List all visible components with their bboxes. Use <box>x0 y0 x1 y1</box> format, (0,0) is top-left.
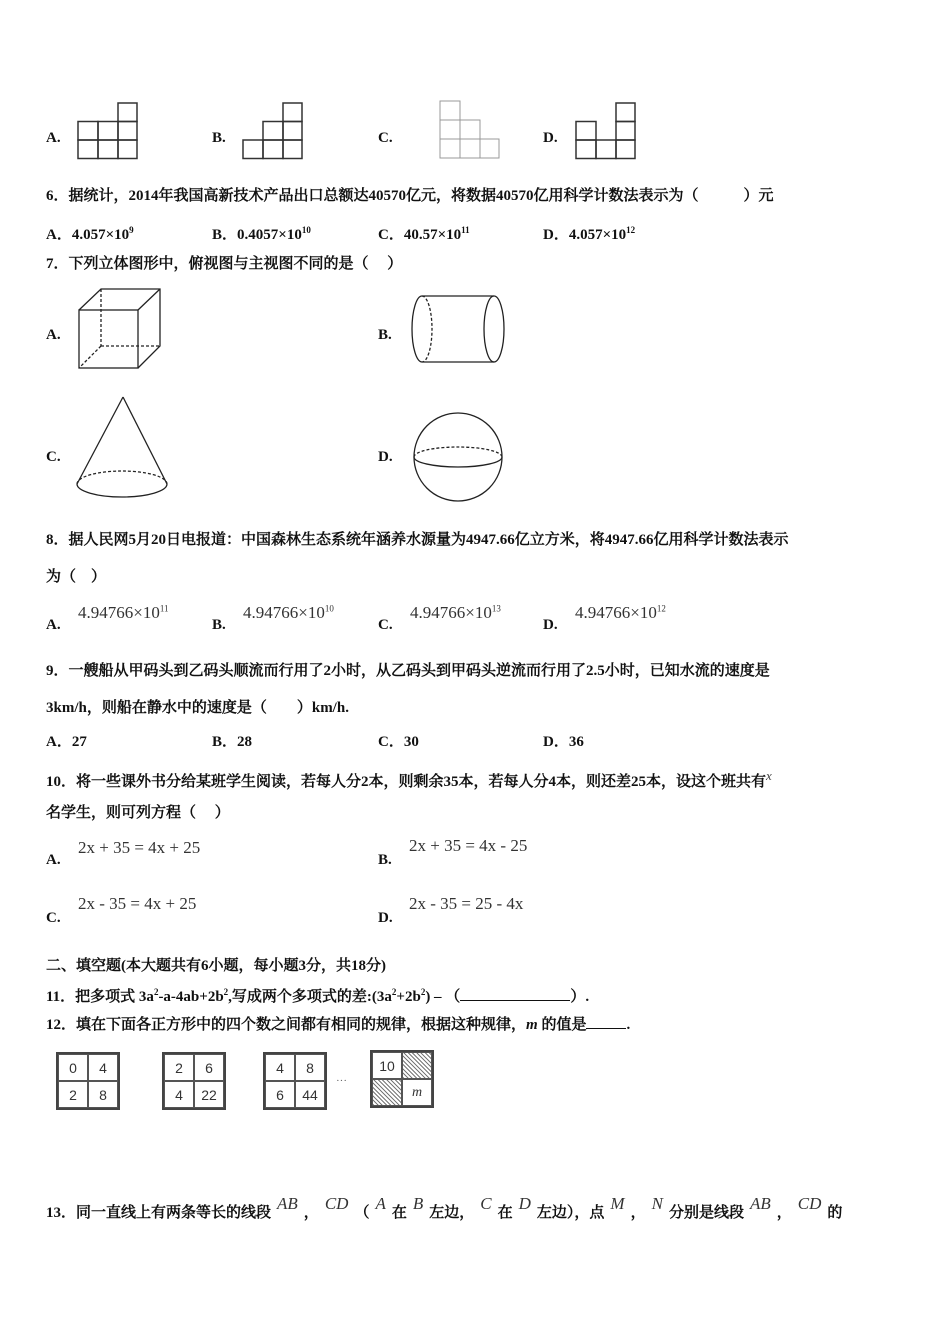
hatched-cell <box>372 1079 402 1106</box>
variable-m: m <box>526 1017 538 1033</box>
q10-option-c-label: C. <box>46 910 61 926</box>
cell-m: m <box>402 1079 432 1106</box>
cylinder-figure <box>410 294 506 364</box>
text-part: 的 <box>827 1205 843 1221</box>
cell: 4 <box>88 1054 118 1081</box>
cell: 22 <box>194 1081 224 1108</box>
answer-blank[interactable] <box>586 1028 626 1029</box>
base: 4.057×10 <box>568 227 627 243</box>
q9-text-line2: 3km/h，则船在静水中的速度是（ ）km/h. <box>46 700 349 716</box>
q8-option-c <box>410 603 501 623</box>
q10-option-d-equation: 2x - 35 = 25 - 4x <box>409 894 524 913</box>
sphere-figure <box>413 412 503 502</box>
figure-b <box>243 103 303 159</box>
exp: 10 <box>324 603 334 614</box>
t: ）. <box>570 989 590 1005</box>
text-part: 在 <box>391 1205 407 1221</box>
t: 的值是 <box>537 1017 587 1033</box>
number-square-4 <box>370 1050 434 1108</box>
q5-option-d: D. <box>543 130 558 146</box>
exp: 9 <box>129 225 134 235</box>
q7-option-b: B. <box>378 327 392 343</box>
t: 12．填在下面各正方形中的四个数之间都有相同的规律，根据这种规律， <box>46 1017 527 1033</box>
q10-option-b-label: B. <box>378 852 392 868</box>
q10-text-line2: 名学生，则可列方程（ ） <box>46 805 230 821</box>
cell: 44 <box>295 1081 325 1108</box>
q9-option-b: B．28 <box>212 734 253 750</box>
figure-c <box>440 101 500 159</box>
q8-option-d <box>575 603 666 623</box>
q6-option-d <box>543 220 635 245</box>
variable-x: x <box>766 768 772 783</box>
exp: 11 <box>461 225 470 235</box>
math-label: B <box>412 1194 424 1213</box>
base: 4.94766×10 <box>575 603 657 622</box>
q8-text-line1: 8．据人民网5月20日电报道：中国森林生态系统年涵养水源量为4947.66亿立方米，将4947.66亿用科学计数法表示 <box>46 532 789 548</box>
cube-figure <box>78 288 162 370</box>
q7-option-a: A. <box>46 327 61 343</box>
answer-blank[interactable] <box>460 1000 570 1001</box>
q9-option-c: C．30 <box>378 734 419 750</box>
exp: 12 <box>656 603 666 614</box>
math-label: D <box>518 1194 531 1213</box>
cell: 2 <box>164 1054 194 1081</box>
cell: 2 <box>58 1081 88 1108</box>
q8-text-line2: 为（ ） <box>46 569 107 585</box>
t: -a-4ab+2b <box>158 989 224 1005</box>
text-part: ， <box>630 1205 646 1221</box>
q7-option-d: D. <box>378 449 393 465</box>
exp: 13 <box>491 603 501 614</box>
exp: 10 <box>301 225 311 235</box>
section-heading: 二、填空题(本大题共有6小题，每小题3分，共18分) <box>46 958 386 974</box>
q7-option-c: C. <box>46 449 61 465</box>
text-part: ， <box>776 1205 792 1221</box>
base: 4.94766×10 <box>78 603 160 622</box>
t: ) – （ <box>425 989 461 1005</box>
q6-option-c <box>378 220 470 245</box>
number-square-3 <box>263 1052 327 1110</box>
math-label: CD <box>797 1194 822 1213</box>
math-label: N <box>651 1194 663 1213</box>
q10-option-a-label: A. <box>46 852 61 868</box>
q13-text <box>46 1186 842 1231</box>
t: 11．把多项式 3a <box>46 989 154 1005</box>
base: 4.94766×10 <box>410 603 492 622</box>
figure-d <box>576 103 636 159</box>
q6-text: 6．据统计，2014年我国高新技术产品出口总额达40570亿元，将数据40570亿用科学计数法表示为（ ）元 <box>46 188 774 204</box>
q9-option-a: A．27 <box>46 734 87 750</box>
cell: 4 <box>265 1054 295 1081</box>
cone-figure <box>75 396 171 500</box>
q8-option-b <box>243 603 334 623</box>
exp: 12 <box>626 225 636 235</box>
cell: 8 <box>295 1054 325 1081</box>
text-part: 13．同一直线上有两条等长的线段 <box>46 1205 272 1221</box>
q5-option-c: C. <box>378 130 393 146</box>
cell: 6 <box>265 1081 295 1108</box>
cell: 10 <box>372 1052 402 1079</box>
q6-option-b <box>212 220 311 245</box>
q10-option-a-equation: 2x + 35 = 4x + 25 <box>78 838 201 857</box>
q11-text <box>46 982 589 1007</box>
s: 2 <box>153 987 159 997</box>
math-label: A <box>375 1194 386 1213</box>
q8-option-d-label: D. <box>543 617 558 633</box>
label: D． <box>543 227 569 243</box>
cell: 4 <box>164 1081 194 1108</box>
base: 0.4057×10 <box>237 227 302 243</box>
q8-option-c-label: C. <box>378 617 393 633</box>
number-square-2 <box>162 1052 226 1110</box>
label: C． <box>378 227 404 243</box>
s: 2 <box>391 987 397 997</box>
label: B． <box>212 227 238 243</box>
cell: 6 <box>194 1054 224 1081</box>
q9-text-line1: 9．一艘船从甲码头到乙码头顺流而行用了2小时，从乙码头到甲码头逆流而行用了2.5小时，已知水流的速度是 <box>46 663 770 679</box>
math-label: C <box>480 1194 492 1213</box>
q7-text: 7．下列立体图形中，俯视图与主视图不同的是（ ） <box>46 256 403 272</box>
text-part: 左边），点 <box>536 1205 605 1221</box>
q8-option-a <box>78 603 169 623</box>
math-label: M <box>610 1194 625 1213</box>
q8-option-b-label: B. <box>212 617 226 633</box>
s: 2 <box>420 987 426 997</box>
cell: 8 <box>88 1081 118 1108</box>
base: 4.94766×10 <box>243 603 325 622</box>
s: 2 <box>223 987 229 997</box>
q10-option-b-equation: 2x + 35 = 4x - 25 <box>409 836 528 855</box>
q10-text-line1 <box>46 766 772 792</box>
q10-option-d-label: D. <box>378 910 393 926</box>
q8-option-a-label: A. <box>46 617 61 633</box>
cell: 0 <box>58 1054 88 1081</box>
hatched-cell <box>402 1052 432 1079</box>
q6-option-a <box>46 220 134 245</box>
q10-option-c-equation: 2x - 35 = 4x + 25 <box>78 894 197 913</box>
t: . <box>626 1017 631 1033</box>
text-part: （ <box>354 1205 370 1221</box>
text-part: 左边， <box>429 1205 475 1221</box>
math-label: CD <box>324 1194 349 1213</box>
base: 4.057×10 <box>71 227 130 243</box>
t: +2b <box>396 989 421 1005</box>
q12-text <box>46 1015 630 1035</box>
number-square-1 <box>56 1052 120 1110</box>
ellipsis: ··· <box>336 1075 347 1087</box>
math-label: AB <box>749 1194 771 1213</box>
math-label: AB <box>277 1194 298 1213</box>
base: 40.57×10 <box>403 227 462 243</box>
text-part: 在 <box>497 1205 513 1221</box>
q5-option-b: B. <box>212 130 226 146</box>
t: ,写成两个多项式的差:(3a <box>228 989 392 1005</box>
exp: 11 <box>159 603 169 614</box>
label: A． <box>46 227 72 243</box>
text-part: ， <box>303 1205 319 1221</box>
q9-option-d: D．36 <box>543 734 584 750</box>
text: 10．将一些课外书分给某班学生阅读，若每人分2本，则剩余35本，若每人分4本，则还差25本，设这个班共有 <box>46 774 767 790</box>
text-part: 分别是线段 <box>668 1205 744 1221</box>
q5-option-a: A. <box>46 130 61 146</box>
figure-a <box>78 103 138 159</box>
